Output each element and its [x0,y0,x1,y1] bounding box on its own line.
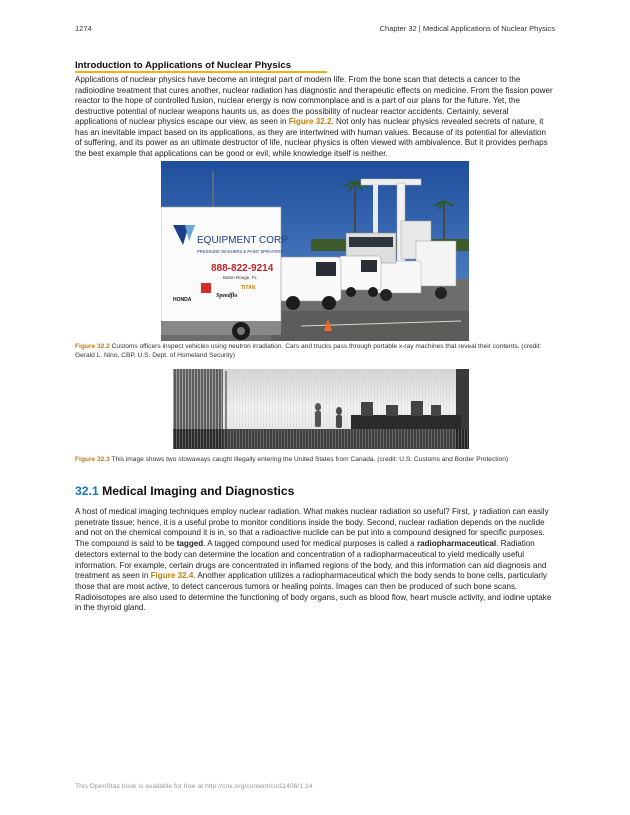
page-footer: This OpenStax book is available for free at http://cnx.org/content/col11406/1.14 [75,783,313,790]
figure-32-2-photo [161,161,469,341]
term-radiopharmaceutical: radiopharmaceutical [416,539,497,549]
figure-32-3-label: Figure 32.3 [75,456,110,463]
page-number: 1274 [75,24,92,33]
chapter-prefix: Chapter 32 | [379,24,423,33]
truck-brand-speedflo: Speedflo [216,293,238,299]
section-number: 32.1 [75,484,99,498]
intro-paragraph [75,75,553,159]
truck-logo-text: EQUIPMENT CORP [197,235,288,246]
intro-text-b: . Not only has nuclear physics revealed secrets of nature, it has an inevitable impact based on its applications, as they are intertwined with human values. Because of its potential for alleviation of suffering, and its power as an ultimate destructor of life, nuclear physics is often viewed with ambivalence. But it provides perhaps the best example that applications can be good or evil, while knowledge itself is neither. [75,117,548,158]
chapter-title: Medical Applications of Nuclear Physics [422,24,555,33]
intro-title: Introduction to Applications of Nuclear Physics [75,60,292,71]
figure-32-3-xray-image [161,367,469,453]
figure-32-3-caption [75,456,553,465]
gamma-symbol: γ [472,506,478,516]
section-text-d: . Radiation detectors external to the body can determine the location and concentration of a radiopharmaceutical to yield medically useful information. For example, certain drugs are concentrated in inflamed regions of the body, and this information can aid diagnosis and treatment as seen in [75,539,547,581]
section-paragraph [75,506,553,614]
truck-brand-honda: HONDA [173,297,192,303]
figure-32-2-caption [75,343,553,360]
intro-title-underline [75,71,327,73]
section-text-c: . A tagged compound used for medical purposes is called a [203,539,417,549]
term-tagged: tagged [176,539,204,549]
truck-city: Baton Rouge, FL [223,275,258,280]
figure-32-3-caption-text: This image shows two stowaways caught illegally entering the United States from Canada. (credit: U.S. Customs and Border Protection) [109,456,509,463]
chapter-header [380,24,555,33]
section-text-a: A host of medical imaging techniques employ nuclear radiation. What makes nuclear radiation so useful? First, [75,507,473,516]
section-text-b: radiation can easily penetrate tissue; hence, it is a useful probe to monitor conditions inside the body. Second, nuclear radiation depends on the nuclide and not on the chemical compound it is in, so that a radioactive nuclide can be put into a compound designed for specific purposes. The compound is said to be [75,507,549,549]
intro-text-a: Applications of nuclear physics have become an integral part of modern life. From the bone scan that detects a cancer to the radioiodine treatment that cures another, nuclear radiation has diagnostic and therapeutic effects on medicine. From the fission power reactor to the hope of controlled fusion, nuclear energy is now commonplace and is a part of our plans for the future. Yet, the destructive potential of nuclear weapons haunts us, as does the possibility of nuclear reactor accidents. Certainly, several applications of nuclear physics escape our view, as seen in [75,75,553,126]
figure-32-2-label: Figure 32.2 [75,343,110,350]
figure-32-4-link[interactable]: Figure 32.4 [150,571,194,581]
section-text-e: . Another application utilizes a radiopharmaceutical which the body sends to bone cells, particularly those that are most active, to detect cancerous tumors or healing points. Images can then be produced of such bone scans. Radioisotopes are also used to determine the functioning of body organs, such as blood flow, heart muscle activity, and iodine uptake in the thyroid gland. [75,571,552,613]
truck-phone: 888-822-9214 [211,263,274,274]
section-title: Medical Imaging and Diagnostics [102,484,295,498]
truck-subtext: PRESSURE WASHERS & PAINT SPRAYERS [197,249,283,254]
section-heading [75,484,294,498]
truck-brand-titan: TITAN [241,285,256,291]
figure-32-2-link[interactable]: Figure 32.2 [288,117,332,126]
figure-32-2-caption-text: Customs officers inspect vehicles using neutron irradiation. Cars and trucks pass through portable x-ray machines that reveal their contents. (credit: Gerald L. Nino, CBP, U.S. Dept. of Homeland Security) [75,343,542,359]
